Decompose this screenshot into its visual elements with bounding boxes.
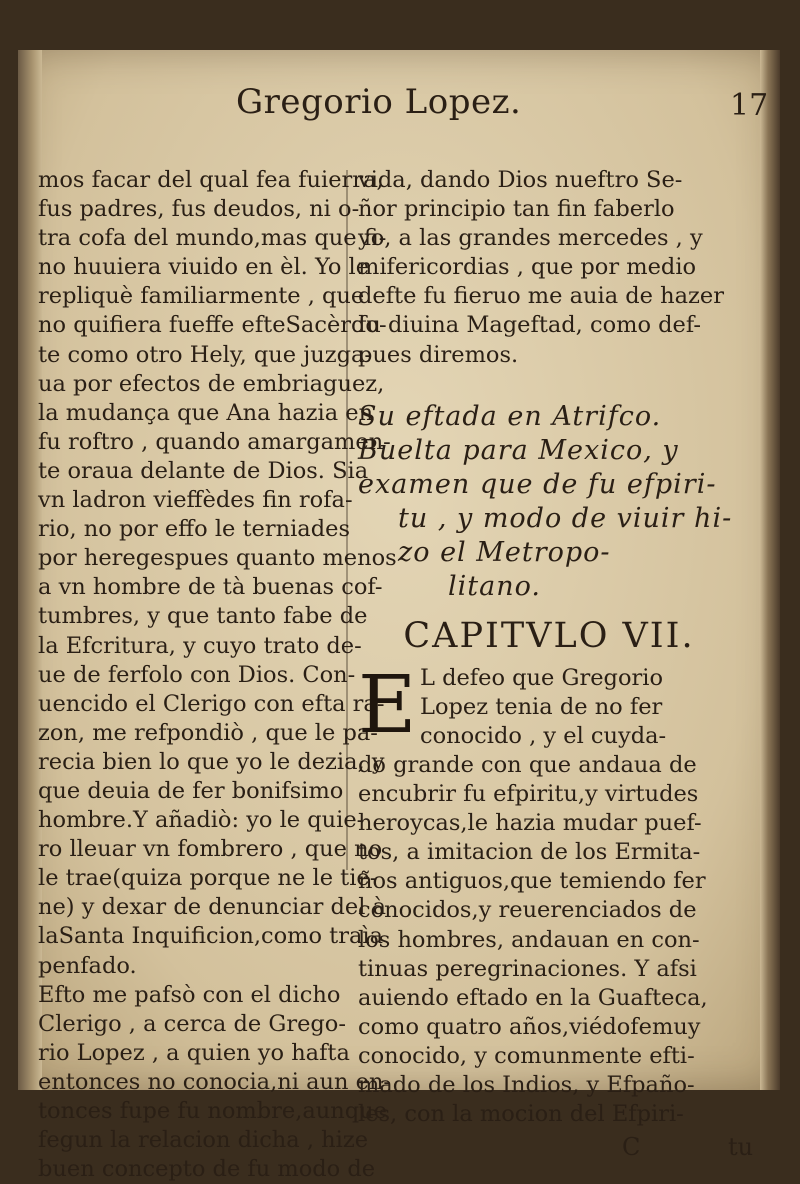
text-line: laSanta Inquificion,como traìa bbox=[38, 923, 384, 950]
text-line: ue de ferfolo con Dios. Con- bbox=[38, 661, 356, 688]
text-line: ua por efectos de embriaguez, bbox=[38, 370, 385, 397]
text-line: por heregespues quanto menos bbox=[38, 545, 397, 572]
text-line: repliquè familiarmente , que bbox=[38, 283, 365, 310]
text-line: le trae(quiza porque ne le tie- bbox=[38, 865, 378, 892]
text-line: defte fu fieruo me auia de hazer bbox=[358, 283, 724, 310]
page-header bbox=[0, 82, 800, 122]
section-title-line: zo el Metropo- bbox=[398, 536, 611, 568]
text-line: penfado. bbox=[38, 952, 137, 979]
text-line: a vn hombre de tà buenas cof- bbox=[38, 574, 383, 601]
text-line: uencido el Clerigo con efta ra- bbox=[38, 690, 385, 717]
text-line: L defeo que Gregorio bbox=[420, 664, 664, 691]
text-line: encubrir fu efpiritu,y virtudes bbox=[358, 781, 699, 808]
section-title-line: Buelta para Mexico, y bbox=[358, 434, 679, 466]
right-column-top-text bbox=[358, 166, 740, 370]
text-line: como quatro años,viédofemuy bbox=[358, 1013, 701, 1040]
text-line: buen concepto de fu modo de bbox=[38, 1156, 376, 1183]
text-line: fegun la relacion dicha , hize bbox=[38, 1127, 369, 1154]
text-line: fus padres, fus deudos, ni o- bbox=[38, 196, 360, 223]
text-line: los hombres, andauan en con- bbox=[358, 926, 700, 953]
text-line: ro lleuar vn fombrero , que no bbox=[38, 836, 383, 863]
section-title-line: Su eftada en Atrifco. bbox=[358, 400, 662, 432]
section-title-line: examen que de fu efpiri- bbox=[358, 468, 717, 500]
text-line: entonces no conocia,ni aun en- bbox=[38, 1068, 392, 1095]
section-title-line: litano. bbox=[448, 570, 541, 602]
text-line: no quifiera fueffe efteSacèrdo- bbox=[38, 312, 387, 339]
text-line: conocidos,y reuerenciados de bbox=[358, 897, 697, 924]
text-line: vn ladron vieffèdes fin rofa- bbox=[38, 487, 353, 514]
text-line: ñor principio tan fin faberlo bbox=[358, 196, 675, 223]
text-line: conocido , y el cuyda- bbox=[420, 722, 667, 749]
section-title-line: tu , y modo de viuir hi- bbox=[398, 502, 733, 534]
section-title bbox=[358, 400, 740, 604]
chapter-heading: CAPITVLO VII. bbox=[403, 615, 695, 656]
text-line: zon, me refpondiò , que le pa- bbox=[38, 719, 378, 746]
text-line: ños antiguos,que temiendo fer bbox=[358, 868, 706, 895]
text-line: tinuas peregrinaciones. Y afsi bbox=[358, 955, 697, 982]
text-line: Lopez tenia de no fer bbox=[420, 693, 663, 720]
chapter-body bbox=[358, 657, 740, 1130]
text-line: fu roftro , quando amargamen- bbox=[38, 428, 391, 455]
text-line: rio, no por effo le terniades bbox=[38, 516, 350, 543]
text-line: te como otro Hely, que juzga- bbox=[38, 341, 372, 368]
text-line: recia bien lo que yo le dezia, y bbox=[38, 748, 385, 775]
drop-cap: E bbox=[358, 657, 417, 751]
text-line: Efto me pafsò con el dicho bbox=[38, 981, 341, 1008]
text-line: rio Lopez , a quien yo hafta bbox=[38, 1039, 350, 1066]
text-line: tonces fupe fu nombre,aunque bbox=[38, 1098, 387, 1124]
text-line: les, con la mocion del Efpiri- bbox=[358, 1101, 684, 1128]
text-line: mos facar del qual fea fuierra, bbox=[38, 167, 384, 193]
text-line: tra cofa del mundo,mas que fi- bbox=[38, 225, 387, 252]
text-line: conocido, y comunmente efti- bbox=[358, 1042, 695, 1069]
text-line: Clerigo , a cerca de Grego- bbox=[38, 1010, 346, 1037]
text-line: no huuiera viuido en èl. Yo le bbox=[38, 254, 370, 281]
right-column bbox=[358, 166, 754, 1163]
text-line: yo, a las grandes mercedes , y bbox=[358, 225, 703, 252]
text-line: mado de los Indios, y Efpaño- bbox=[358, 1071, 695, 1098]
left-column bbox=[38, 166, 397, 1184]
footer-marks bbox=[358, 1133, 754, 1163]
running-head: Gregorio Lopez. bbox=[236, 82, 522, 122]
text-line: tos, a imitacion de los Ermita- bbox=[358, 839, 701, 866]
text-line: vida, dando Dios nueftro Se- bbox=[358, 167, 683, 193]
text-line: te oraua delante de Dios. Sia bbox=[38, 457, 369, 484]
signature-mark: C bbox=[622, 1133, 641, 1162]
text-line: pues diremos. bbox=[358, 341, 519, 368]
text-line: la Efcritura, y cuyo trato de- bbox=[38, 632, 362, 659]
page-edge-right bbox=[760, 50, 780, 1090]
page-number: 17 bbox=[730, 88, 769, 123]
text-line: la mudança que Ana hazia en bbox=[38, 399, 374, 426]
text-line: fu diuina Mageftad, como def- bbox=[358, 312, 702, 339]
text-line: tumbres, y que tanto fabe de bbox=[38, 603, 368, 630]
text-line: que deuia de fer bonifsimo bbox=[38, 777, 344, 804]
text-line: do grande con que andaua de bbox=[358, 751, 697, 778]
text-line: ne) y dexar de denunciar del à bbox=[38, 894, 386, 921]
text-line: heroycas,le hazia mudar puef- bbox=[358, 810, 702, 837]
catchword: tu bbox=[728, 1133, 754, 1162]
text-line: mifericordias , que por medio bbox=[358, 254, 697, 281]
text-line: hombre.Y añadiò: yo le quie- bbox=[38, 807, 365, 834]
text-line: auiendo eftado en la Guafteca, bbox=[358, 984, 708, 1011]
